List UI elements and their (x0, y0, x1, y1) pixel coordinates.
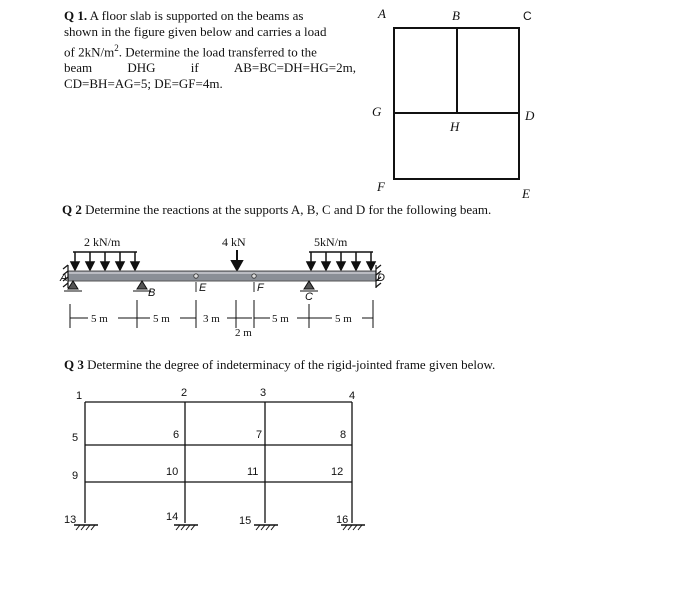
node-11: 11 (247, 466, 259, 478)
node-13: 13 (64, 514, 77, 526)
node-7: 7 (256, 429, 263, 441)
label-d: D (525, 108, 535, 123)
node-2: 2 (181, 387, 188, 399)
q2-load-labels (84, 235, 348, 249)
dim-e-load: 3 m (203, 313, 220, 325)
dim-load-f: 2 m (235, 327, 252, 339)
q2-beam-figure (59, 235, 385, 339)
q1-line-3-pre: of 2kN/m (64, 44, 115, 60)
load-point: 4 kN (222, 235, 246, 249)
fixed-support-15 (254, 525, 278, 530)
beam-label-d: D (377, 272, 385, 284)
node-15: 15 (239, 515, 252, 527)
dim-be: 5 m (153, 313, 170, 325)
node-12: 12 (331, 466, 344, 478)
node-9: 9 (72, 470, 79, 482)
support-c-roller (300, 281, 318, 291)
label-f: F (377, 179, 385, 194)
label-a: A (378, 6, 386, 21)
label-h: H (450, 119, 460, 134)
udl-left-arrows (71, 252, 139, 270)
fixed-support-13 (74, 525, 98, 530)
point-load-arrow (232, 250, 242, 270)
beam-label-c: C (305, 291, 313, 303)
q3-number: Q 3 (64, 357, 84, 372)
label-g: G (372, 104, 382, 119)
beam-label-b: B (148, 287, 156, 299)
dim-fc: 5 m (272, 313, 289, 325)
q1-line-5: CD=BH=AG=5; DE=GF=4m. (64, 76, 223, 92)
dim-cd: 5 m (335, 313, 352, 325)
dim-ab: 5 m (91, 313, 108, 325)
label-e: E (522, 186, 530, 201)
q1-line-3-post: . Determine the load transferred to the (118, 44, 317, 60)
q1-line-4-word: beam (64, 60, 93, 76)
q2-dimension-line (70, 300, 373, 328)
fixed-support-14 (174, 525, 198, 530)
q1-number: Q 1. (64, 8, 88, 23)
q2-statement: Determine the reactions at the supports A, B, C and D for the following beam. (85, 202, 492, 217)
q2-number: Q 2 (62, 202, 82, 217)
q1-slab-figure (394, 28, 519, 179)
q3-statement: Determine the degree of indeterminacy of the rigid-jointed frame given below. (87, 357, 496, 372)
label-c: C (523, 9, 532, 23)
hinge-f (252, 274, 256, 278)
node-10: 10 (166, 466, 179, 478)
node-16: 16 (336, 514, 349, 526)
q3-frame-figure (85, 402, 352, 523)
beam-label-e: E (199, 282, 207, 294)
q1-figure-labels (372, 6, 535, 201)
label-b: B (452, 8, 460, 23)
load-left-udl: 2 kN/m (84, 235, 121, 249)
node-5: 5 (72, 432, 79, 444)
node-8: 8 (340, 429, 347, 441)
node-14: 14 (166, 511, 179, 523)
q1-line-4-word: DHG (127, 60, 156, 76)
q1-line-4-word: AB=BC=DH=HG=2m, (233, 60, 356, 76)
node-6: 6 (173, 429, 180, 441)
hinge-e (194, 274, 198, 278)
q1-line-2: shown in the figure given below and carries a load (64, 24, 327, 39)
udl-right-arrows (307, 252, 375, 270)
q3-fixed-supports (74, 525, 365, 530)
load-right-udl: 5kN/m (314, 235, 348, 249)
q3-node-labels (64, 387, 355, 527)
q2-dimension-labels (91, 313, 352, 339)
beam-label-f: F (257, 282, 264, 294)
q1-line-4-word: if (190, 60, 199, 76)
q1-line-1-text: A floor slab is supported on the beams as (89, 8, 304, 23)
q1-line-3-sup: 2 (114, 43, 119, 53)
node-1: 1 (76, 390, 83, 402)
node-3: 3 (260, 387, 267, 399)
node-4: 4 (349, 390, 356, 402)
beam-label-a: A (60, 272, 68, 284)
